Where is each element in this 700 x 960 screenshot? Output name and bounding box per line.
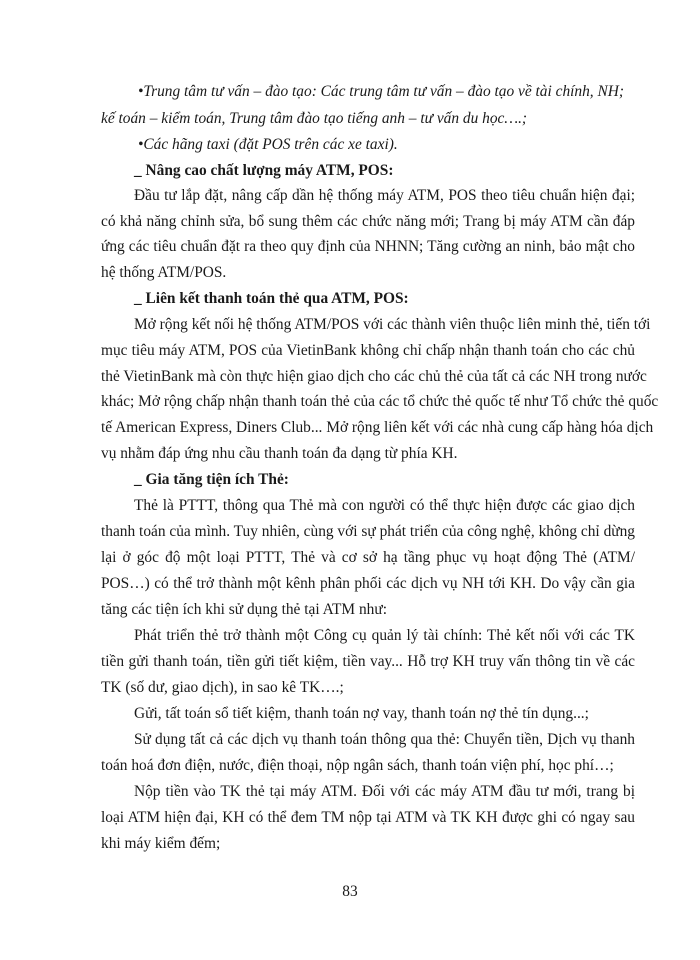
page-number: 83 [342,883,358,900]
paragraph-line: vụ nhằm đáp ứng nhu cầu thanh toán đa dạng từ phía KH. [101,445,458,462]
paragraph-line: có khả năng chỉnh sửa, bổ sung thêm các chức năng mới; Trang bị máy ATM cần đáp [101,213,635,230]
paragraph-line: POS…) có thể trở thành một kênh phân phối các dịch vụ NH tới KH. Do vậy cần gia [101,575,635,592]
bullet-2 [138,137,398,152]
bullet-1-line-2: kế toán – kiểm toán, Trung tâm đào tạo tiếng anh – tư vấn du học….; [101,110,528,127]
paragraph-line: lại ở góc độ một loại PTTT, Thẻ và cơ sở hạ tầng phục vụ hoạt động Thẻ (ATM/ [101,549,635,566]
bullet-1-line-1 [138,84,624,99]
paragraph-line: tăng các tiện ích khi sử dụng thẻ tại ATM như: [101,601,387,618]
paragraph-line: tiền gửi thanh toán, tiền gửi tiết kiệm, tiền vay... Hỗ trợ KH truy vấn thông tin về các [101,653,635,670]
section-2-heading: _ Liên kết thanh toán thẻ qua ATM, POS: [134,290,409,307]
section-1-heading: _ Nâng cao chất lượng máy ATM, POS: [134,162,394,179]
paragraph-line: Mở rộng kết nối hệ thống ATM/POS với các thành viên thuộc liên minh thẻ, tiến tới [134,316,651,333]
paragraph-line: khi máy kiểm đếm; [101,835,221,852]
section-3-heading: _ Gia tăng tiện ích Thẻ: [134,471,289,488]
paragraph-line: hệ thống ATM/POS. [101,264,227,281]
paragraph-line: Sử dụng tất cả các dịch vụ thanh toán thông qua thẻ: Chuyển tiền, Dịch vụ thanh [134,731,635,748]
paragraph-line: Thẻ là PTTT, thông qua Thẻ mà con người có thể thực hiện được các giao dịch [134,497,635,514]
paragraph-line: ứng các tiêu chuẩn đặt ra theo quy định của NHNN; Tăng cường an ninh, bảo mật cho [101,238,635,255]
paragraph-line: thẻ VietinBank mà còn thực hiện giao dịch cho các chủ thẻ của tất cả các NH trong nước [101,368,647,385]
paragraph-line: Gửi, tất toán sổ tiết kiệm, thanh toán nợ vay, thanh toán nợ thẻ tín dụng...; [134,705,589,722]
paragraph-line: loại ATM hiện đại, KH có thể đem TM nộp tại ATM và TK KH được ghi có ngay sau [101,809,635,826]
paragraph-line: thanh toán của mình. Tuy nhiên, cùng với sự phát triển của công nghệ, không chỉ dừng [101,523,635,540]
bullet-1-text: Trung tâm tư vấn – đào tạo: Các trung tâm tư vấn – đào tạo về tài chính, NH; [143,83,625,100]
paragraph-line: tế American Express, Diners Club... Mở rộng liên kết với các nhà cung cấp hàng hóa dịch [101,419,654,436]
bullet-symbol: • [138,136,144,153]
paragraph-line: khác; Mở rộng chấp nhận thanh toán thẻ của các tổ chức thẻ quốc tế như Tổ chức thẻ quốc [101,393,659,410]
paragraph-line: toán hoá đơn điện, nước, điện thoại, nộp ngân sách, thanh toán viện phí, học phí…; [101,757,614,774]
bullet-symbol: • [138,83,144,100]
paragraph-line: Đầu tư lắp đặt, nâng cấp dần hệ thống máy ATM, POS theo tiêu chuẩn hiện đại; [134,187,635,204]
paragraph-line: mục tiêu máy ATM, POS của VietinBank không chỉ chấp nhận thanh toán cho các chủ [101,342,635,359]
paragraph-line: Phát triển thẻ trở thành một Công cụ quản lý tài chính: Thẻ kết nối với các TK [134,627,635,644]
paragraph-line: Nộp tiền vào TK thẻ tại máy ATM. Đối với các máy ATM đầu tư mới, trang bị [134,783,635,800]
paragraph-line: TK (số dư, giao dịch), in sao kê TK….; [101,679,344,696]
bullet-2-text: Các hãng taxi (đặt POS trên các xe taxi). [143,136,398,153]
